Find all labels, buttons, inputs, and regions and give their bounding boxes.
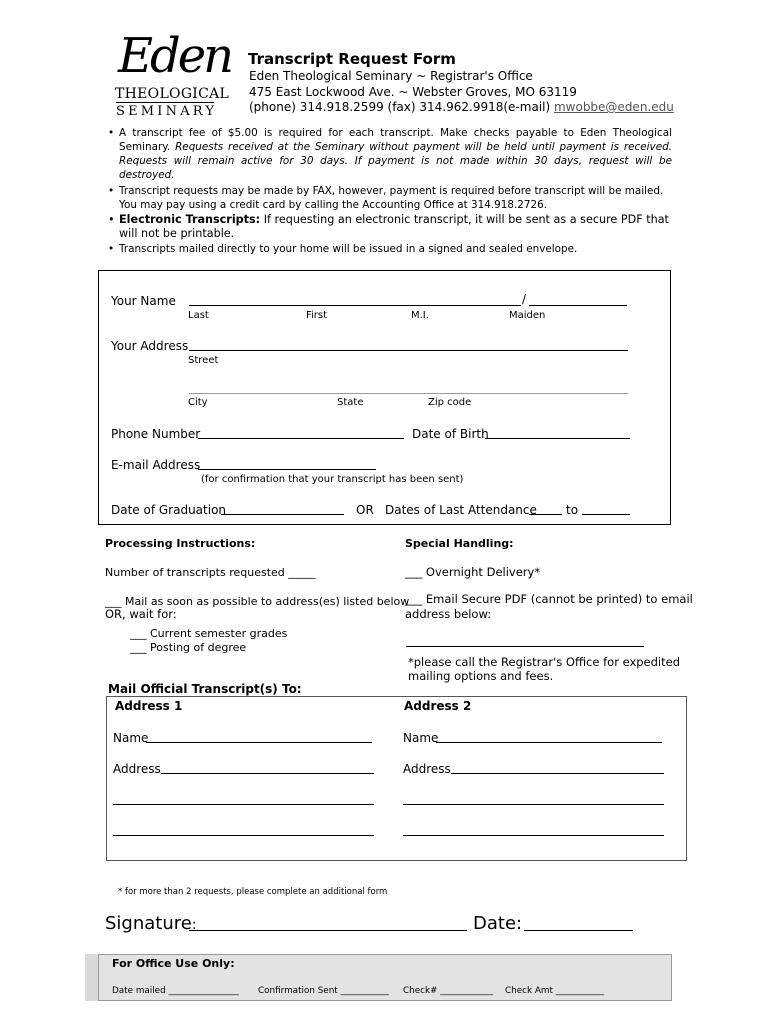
fax-note: Transcript requests may be made by FAX, however, payment is required before transcript will be mailed. You may pay using a credit card by calling the Accounting Office at 314.918.2726.: [119, 185, 664, 211]
address2-heading: Address 2: [404, 699, 472, 713]
header-contact: [249, 100, 674, 114]
email-label: E-mail Address: [111, 458, 201, 472]
list-item: [119, 213, 672, 241]
office-heading: For Office Use Only:: [112, 957, 235, 970]
requester-info-box: [98, 270, 671, 525]
name-field[interactable]: [189, 305, 521, 306]
attendance-from-field[interactable]: [529, 514, 562, 515]
phone-field[interactable]: [198, 438, 404, 439]
registrar-email-link[interactable]: mwobbe@eden.edu: [553, 100, 674, 114]
graduation-label: Date of Graduation: [111, 503, 227, 517]
address1-name-label: Name: [113, 731, 149, 745]
email-field[interactable]: [198, 469, 376, 470]
address2-line3-field[interactable]: [403, 835, 664, 836]
special-heading: Special Handling:: [405, 537, 514, 550]
logo-divider: [116, 102, 214, 103]
last-attendance-label: Dates of Last Attendance: [385, 503, 537, 517]
header-office: Eden Theological Seminary ~ Registrar's Office: [249, 69, 533, 83]
last-label: Last: [188, 310, 209, 321]
list-item: [119, 126, 672, 182]
logo-seminary: SEMINARY: [116, 104, 218, 119]
to-label: to: [566, 503, 579, 517]
mail-to-heading: Mail Official Transcript(s) To:: [108, 682, 302, 696]
mi-label: M.I.: [411, 310, 429, 321]
address1-line2-field[interactable]: [113, 804, 374, 805]
posting-degree-option[interactable]: ___ Posting of degree: [130, 641, 247, 654]
mail-home-note: Transcripts mailed directly to your home will be issued in a signed and sealed envelope.: [119, 243, 578, 255]
address1-heading: Address 1: [115, 699, 183, 713]
address2-address-label: Address: [403, 762, 451, 776]
date-mailed: Date mailed ________________: [112, 986, 239, 996]
address1-name-field[interactable]: [146, 742, 372, 743]
address1-address-field[interactable]: [161, 773, 374, 774]
dob-label: Date of Birth: [412, 427, 489, 441]
header-address: 475 East Lockwood Ave. ~ Webster Groves, MO 63119: [249, 85, 577, 99]
address2-name-label: Name: [403, 731, 439, 745]
signature-field[interactable]: [189, 930, 467, 931]
mail-to-box: [106, 696, 687, 861]
instructions-list: [108, 126, 672, 257]
list-item: [119, 242, 672, 256]
list-item: [119, 184, 672, 212]
address2-address-field[interactable]: [451, 773, 664, 774]
name-slash: /: [522, 292, 527, 306]
email-pdf-option[interactable]: ___ Email Secure PDF (cannot be printed) to email: [405, 592, 693, 606]
first-label: First: [306, 310, 328, 321]
city-state-zip-field[interactable]: [189, 393, 628, 394]
phone-label: Phone Number: [111, 427, 201, 441]
mail-asap-option[interactable]: ___ Mail as soon as possible to address(es) listed below: [105, 595, 410, 608]
zip-label: Zip code: [428, 397, 472, 408]
your-address-label: Your Address: [111, 339, 189, 353]
current-grades-option[interactable]: ___ Current semester grades: [130, 627, 288, 640]
pdf-email-field[interactable]: [406, 646, 644, 647]
office-sidebar-shade: [85, 954, 98, 1001]
or-wait-label: OR, wait for:: [105, 607, 177, 621]
expedited-note-cont: mailing options and fees.: [408, 669, 554, 683]
logo-eden: Eden: [118, 28, 232, 84]
maiden-name-field[interactable]: [529, 305, 627, 306]
processing-heading: Processing Instructions:: [105, 537, 256, 550]
address1-address-label: Address: [113, 762, 161, 776]
or-label: OR: [356, 503, 374, 517]
date-field[interactable]: [524, 930, 633, 931]
dob-field[interactable]: [485, 438, 630, 439]
address1-line3-field[interactable]: [113, 835, 374, 836]
signature-colon: :: [191, 917, 197, 933]
street-label: Street: [188, 355, 219, 366]
payment-policy: Requests received at the Seminary without payment will be held until payment is received. Requests will remain active for 30 days. If payment is not made within 30 days, request will be destroyed.: [119, 141, 672, 181]
overnight-option[interactable]: ___ Overnight Delivery*: [405, 565, 541, 579]
electronic-label: Electronic Transcripts:: [119, 213, 261, 226]
email-pdf-option-cont: address below:: [405, 607, 492, 621]
check-amount: Check Amt ___________: [505, 986, 605, 996]
signature-word: Signature: [105, 913, 192, 934]
address2-line2-field[interactable]: [403, 804, 664, 805]
electronic-note: If requesting an electronic transcript, it will be sent as a secure PDF that will not be printable.: [119, 213, 669, 240]
header-phone-fax: (phone) 314.918.2599 (fax) 314.962.9918(e-mail): [249, 100, 554, 114]
attendance-to-field[interactable]: [582, 514, 630, 515]
city-label: City: [188, 397, 208, 408]
signature-label: [105, 913, 197, 934]
logo-theological: THEOLOGICAL: [115, 86, 230, 102]
address2-name-field[interactable]: [436, 742, 662, 743]
your-name-label: Your Name: [111, 294, 176, 308]
maiden-label: Maiden: [509, 310, 546, 321]
graduation-field[interactable]: [221, 514, 344, 515]
expedited-note: *please call the Registrar's Office for expedited: [408, 655, 681, 669]
additional-form-note: * for more than 2 requests, please complete an additional form: [118, 887, 388, 897]
email-note: (for confirmation that your transcript has been sent): [201, 474, 464, 485]
state-label: State: [337, 397, 364, 408]
date-label: Date:: [473, 913, 523, 934]
form-title: Transcript Request Form: [248, 50, 456, 68]
confirmation-sent: Confirmation Sent ___________: [258, 986, 389, 996]
check-number: Check# ____________: [403, 986, 494, 996]
number-requested[interactable]: Number of transcripts requested _____: [105, 566, 316, 579]
street-field[interactable]: [189, 350, 628, 351]
fee-text: A transcript fee of $5.00 is required for each transcript. Make checks payable to Eden Theological Seminary.: [119, 127, 672, 153]
